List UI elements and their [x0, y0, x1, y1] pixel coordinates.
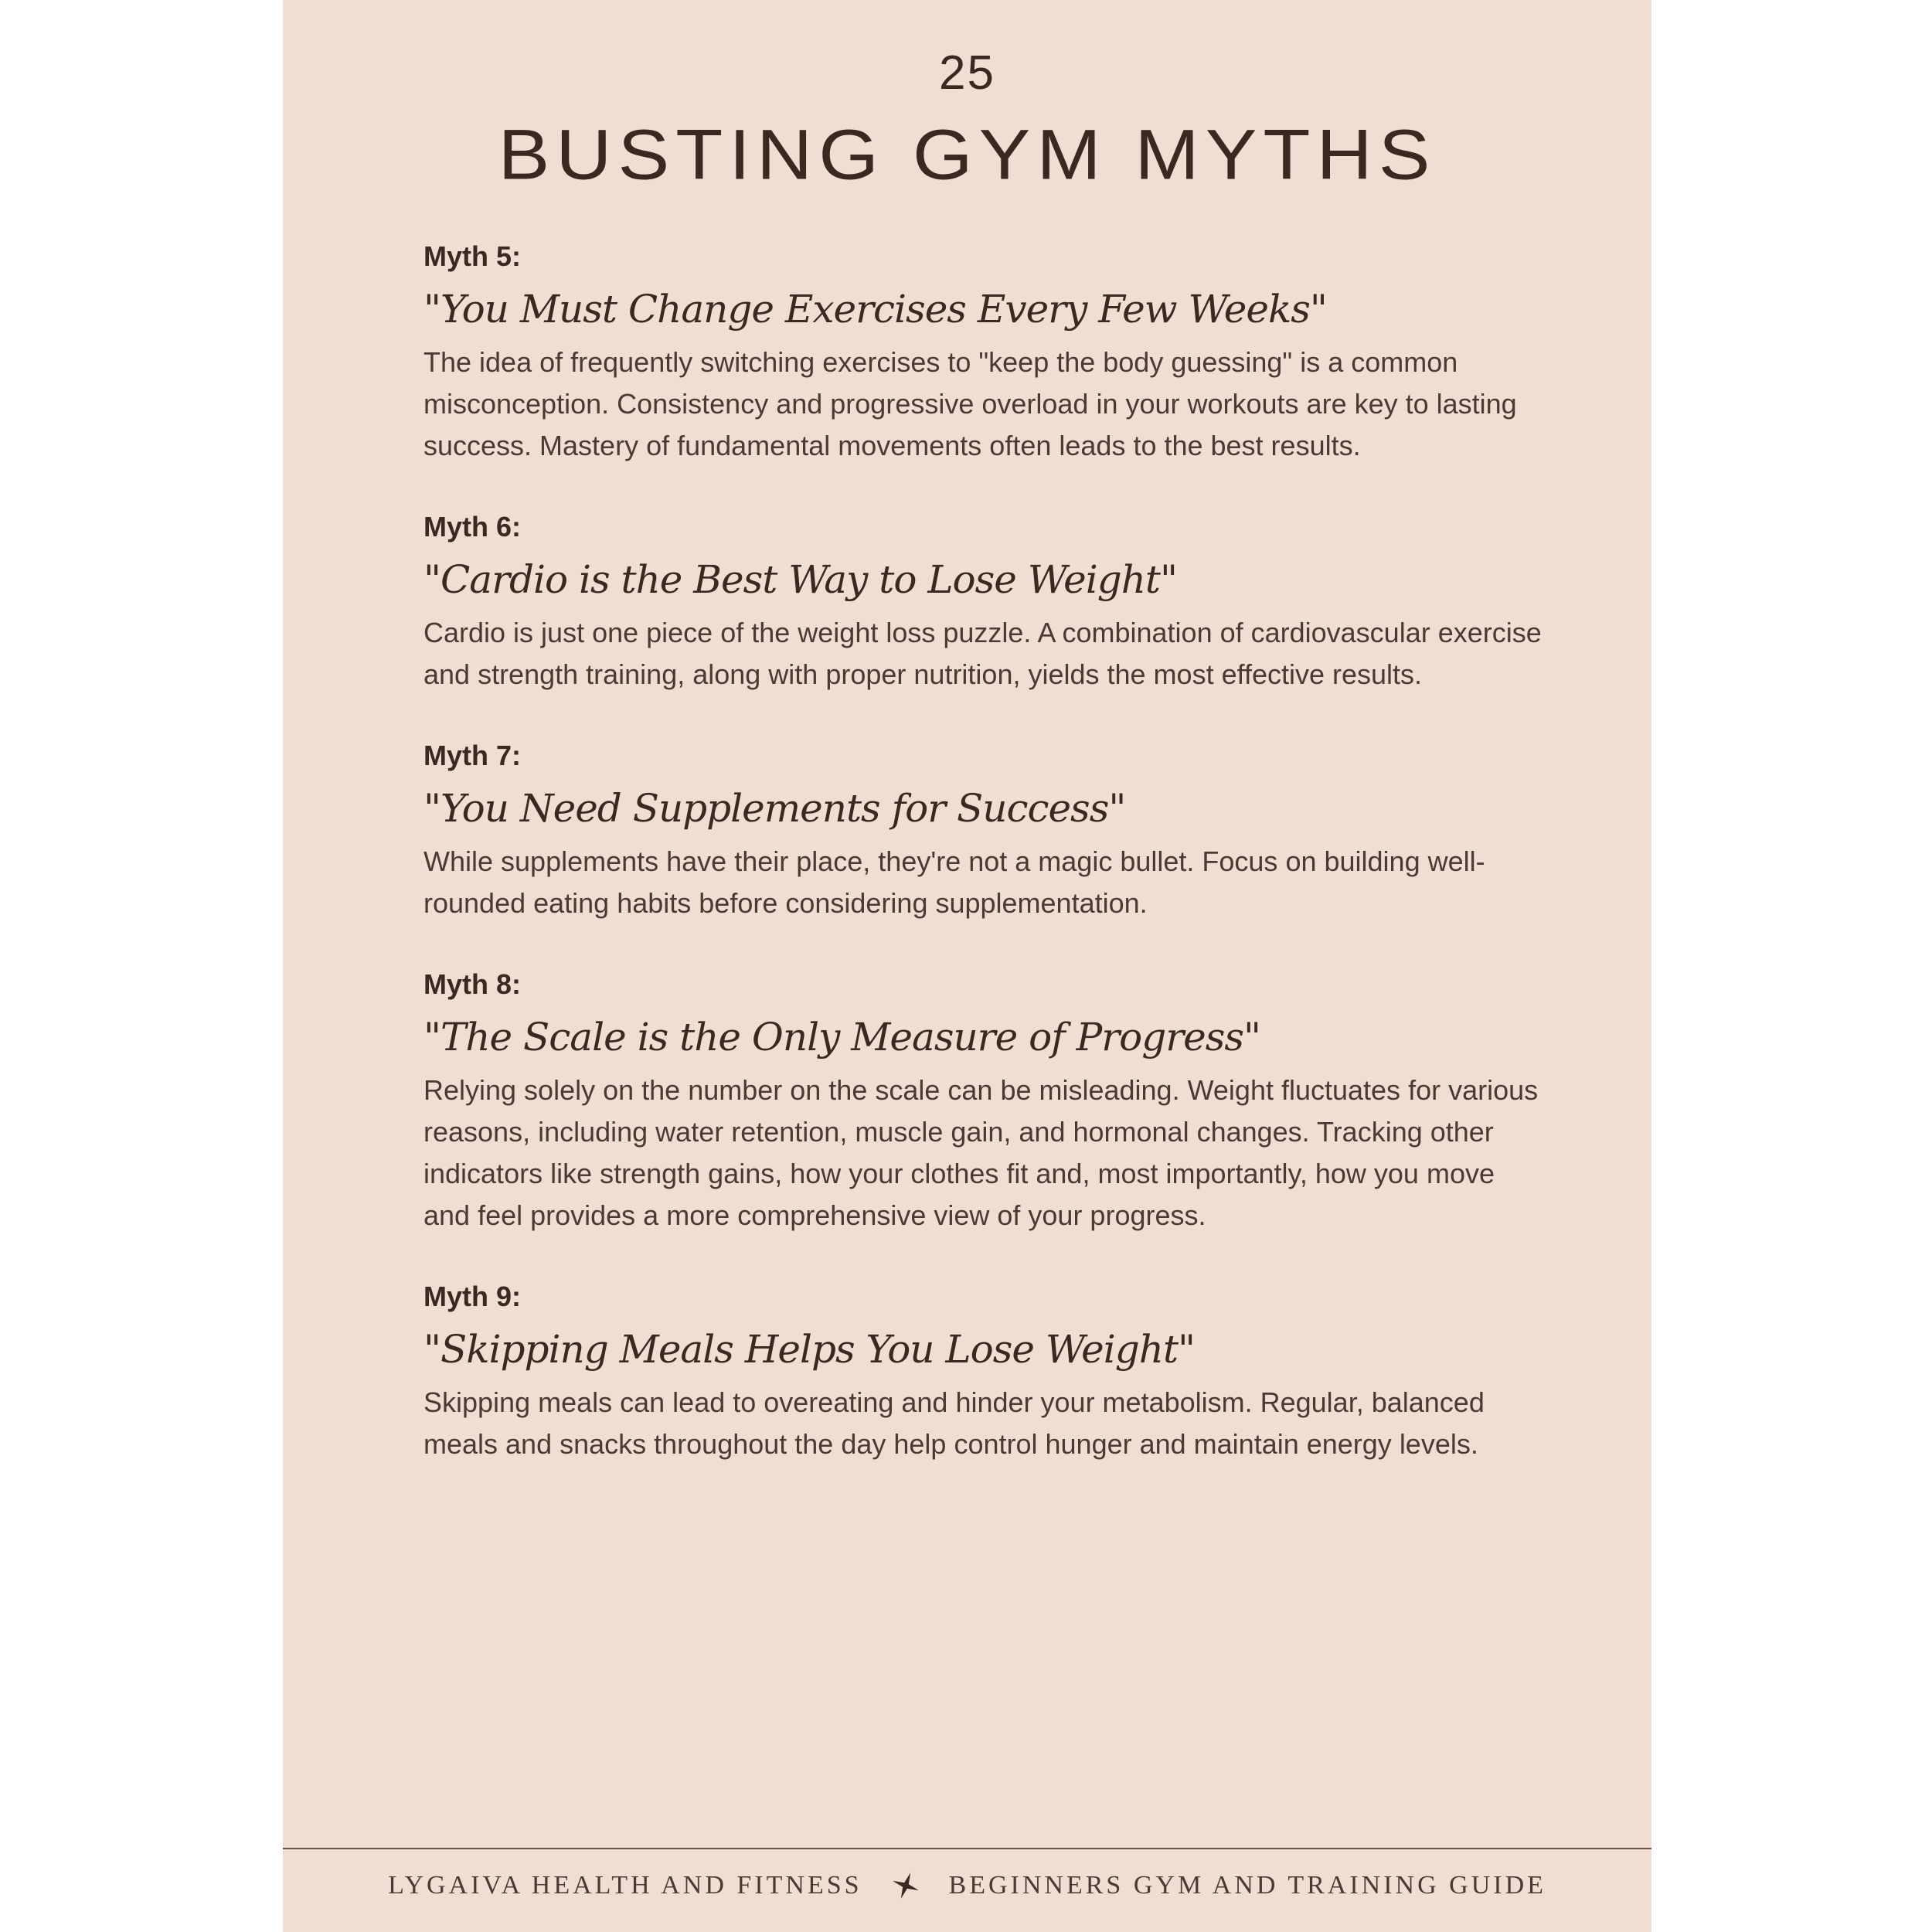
- myth-body: Skipping meals can lead to overeating and hinder your metabolism. Regular, balanced meals and snacks throughout the day help control hunger and maintain energy levels.: [423, 1386, 1485, 1460]
- myth-heading: "You Must Change Exercises Every Few Weeks": [423, 287, 1327, 332]
- myths-list: [423, 240, 1544, 1509]
- myth-body: The idea of frequently switching exercises to "keep the body guessing" is a common misconception. Consistency and progressive overload in your workouts are key to lasting success. Mastery of fundamental movements often leads to the best results.: [423, 346, 1517, 461]
- myth-label: Myth 7:: [423, 740, 521, 771]
- myth-section-6: [423, 510, 1544, 696]
- myth-heading: "You Need Supplements for Success": [423, 786, 1126, 831]
- footer-brand: LYGAIVA HEALTH AND FITNESS: [388, 1871, 862, 1900]
- myth-label: Myth 5:: [423, 240, 521, 272]
- document-page: [283, 0, 1651, 1932]
- myth-label: Myth 6:: [423, 511, 521, 543]
- myth-body: While supplements have their place, they're not a magic bullet. Focus on building well-rounded eating habits before considering supplementation.: [423, 845, 1485, 919]
- myth-section-8: [423, 968, 1544, 1236]
- myth-section-7: [423, 739, 1544, 924]
- myth-heading: "Cardio is the Best Way to Lose Weight": [423, 557, 1177, 602]
- myth-body: Cardio is just one piece of the weight loss puzzle. A combination of cardiovascular exercise and strength training, along with proper nutrition, yields the most effective results.: [423, 617, 1542, 690]
- myth-section-5: [423, 240, 1544, 467]
- footer: [283, 1870, 1651, 1901]
- myth-section-9: [423, 1280, 1544, 1465]
- page-title: BUSTING GYM MYTHS: [498, 114, 1437, 195]
- myth-label: Myth 8:: [423, 968, 521, 1000]
- footer-guide-title: BEGINNERS GYM AND TRAINING GUIDE: [948, 1871, 1546, 1900]
- page-number: 25: [939, 46, 995, 100]
- myth-heading: "Skipping Meals Helps You Lose Weight": [423, 1327, 1196, 1372]
- myth-label: Myth 9:: [423, 1281, 521, 1312]
- footer-divider: [283, 1848, 1651, 1849]
- four-point-star-icon: [890, 1870, 921, 1901]
- myth-body: Relying solely on the number on the scale can be misleading. Weight fluctuates for various reasons, including water retention, muscle gain, and hormonal changes. Tracking other indicators like strength gains, how your clothes fit and, most importantly, how you move and feel provides a more comprehensive view of your progress.: [423, 1074, 1539, 1231]
- myth-heading: "The Scale is the Only Measure of Progress": [423, 1015, 1261, 1060]
